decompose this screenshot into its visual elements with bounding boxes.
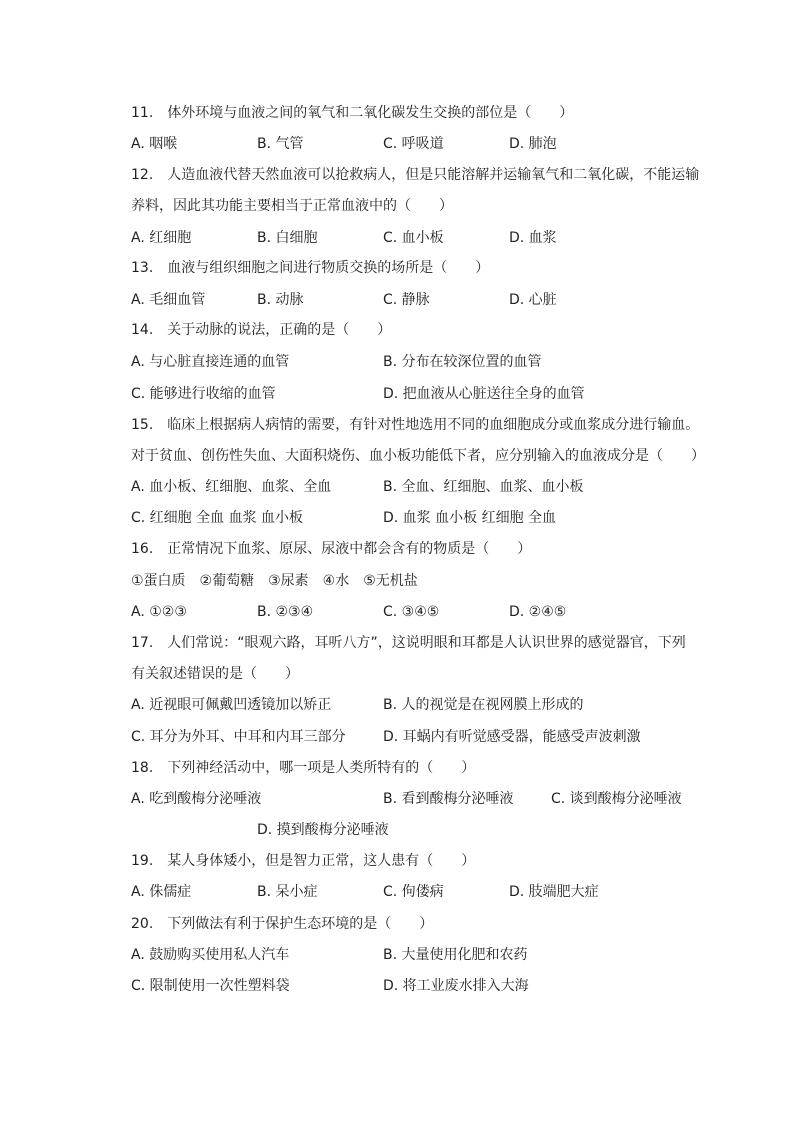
question-19-option-a[interactable]: A. 侏儒症 [131,884,192,900]
question-text: 血液与组织细胞之间进行物质交换的场所是（ ） [167,260,490,276]
question-text: 临床上根据病人病情的需要，有针对性地选用不同的血细胞成分或血浆成分进行输血。 [167,417,700,433]
question-number: 19. [131,853,154,869]
question-12-option-d[interactable]: D. 血浆 [509,230,557,246]
question-13-option-d[interactable]: D. 心脏 [509,292,557,308]
question-15-option-a[interactable]: A. 血小板、红细胞、血浆、全血 [131,479,332,495]
question-number: 17. [131,635,154,651]
question-text: 正常情况下血浆、原尿、尿液中都会含有的物质是（ ） [167,541,532,557]
question-15-stem [131,415,699,435]
question-16-option-b[interactable]: B. ②③④ [257,604,314,620]
question-16-option-c[interactable]: C. ③④⑤ [383,604,440,620]
question-11-option-b[interactable]: B. 气管 [257,136,304,152]
question-15-option-c[interactable]: C. 红细胞 全血 血浆 血小板 [131,510,304,526]
question-number: 20. [131,916,154,932]
question-12-stem [131,165,699,185]
question-16-substances: ①蛋白质 ②葡萄糖 ③尿素 ④水 ⑤无机盐 [131,573,418,589]
question-number: 16. [131,541,154,557]
question-18-option-d[interactable]: D. 摸到酸梅分泌唾液 [257,822,389,838]
question-16-stem [131,539,531,559]
question-15-option-d[interactable]: D. 血浆 血小板 红细胞 全血 [383,510,557,526]
question-19-option-b[interactable]: B. 呆小症 [257,884,318,900]
question-13-option-c[interactable]: C. 静脉 [383,292,430,308]
question-20-option-d[interactable]: D. 将工业废水排入大海 [383,978,529,994]
question-number: 11. [131,105,154,121]
question-17-stem-line-2: 有关叙述错误的是（ ） [131,666,299,682]
question-20-option-b[interactable]: B. 大量使用化肥和农药 [383,947,528,963]
question-text: 下列做法有利于保护生态环境的是（ ） [167,916,434,932]
question-text: 人们常说：“眼观六路，耳听八方”，这说明眼和耳都是人认识世界的感觉器官，下列 [167,635,686,651]
question-text: 关于动脉的说法，正确的是（ ） [167,322,392,338]
question-17-option-c[interactable]: C. 耳分为外耳、中耳和内耳三部分 [131,729,346,745]
question-14-option-b[interactable]: B. 分布在较深位置的血管 [383,354,542,370]
question-11-stem [131,103,573,123]
question-11-option-a[interactable]: A. 咽喉 [131,136,178,152]
question-text: 某人身体矮小，但是智力正常，这人患有（ ） [167,853,476,869]
question-text: 体外环境与血液之间的氧气和二氧化碳发生交换的部位是（ ） [167,105,574,121]
question-18-option-c[interactable]: C. 谈到酸梅分泌唾液 [551,791,682,807]
question-12-option-b[interactable]: B. 白细胞 [257,230,318,246]
question-11-option-c[interactable]: C. 呼吸道 [383,136,444,152]
question-number: 18. [131,760,154,776]
question-number: 14. [131,322,154,338]
question-19-option-d[interactable]: D. 肢端肥大症 [509,884,599,900]
question-15-stem-line-2: 对于贫血、创伤性失血、大面积烧伤、血小板功能低下者，应分别输入的血液成分是（ ） [131,448,705,464]
question-20-option-c[interactable]: C. 限制使用一次性塑料袋 [131,978,290,994]
question-17-option-d[interactable]: D. 耳蜗内有听觉感受器，能感受声波刺激 [383,729,641,745]
question-11-option-d[interactable]: D. 肺泡 [509,136,557,152]
question-13-option-b[interactable]: B. 动脉 [257,292,304,308]
question-18-stem [131,758,475,778]
question-number: 15. [131,417,154,433]
question-text: 下列神经活动中，哪一项是人类所特有的（ ） [167,760,476,776]
question-15-option-b[interactable]: B. 全血、红细胞、血浆、血小板 [383,479,584,495]
question-16-option-d[interactable]: D. ②④⑤ [509,604,567,620]
question-13-option-a[interactable]: A. 毛细血管 [131,292,206,308]
question-17-option-b[interactable]: B. 人的视觉是在视网膜上形成的 [383,697,584,713]
question-12-option-c[interactable]: C. 血小板 [383,230,444,246]
question-number: 12. [131,167,154,183]
question-19-stem [131,851,475,871]
question-number: 13. [131,260,154,276]
question-text: 人造血液代替天然血液可以抢救病人，但是只能溶解并运输氧气和二氧化碳，不能运输 [167,167,700,183]
question-12-option-a[interactable]: A. 红细胞 [131,230,192,246]
question-14-option-d[interactable]: D. 把血液从心脏送往全身的血管 [383,386,585,402]
question-18-option-b[interactable]: B. 看到酸梅分泌唾液 [383,791,514,807]
question-20-stem [131,914,433,934]
question-20-option-a[interactable]: A. 鼓励购买使用私人汽车 [131,947,290,963]
question-12-stem-line-2: 养料，因此其功能主要相当于正常血液中的（ ） [131,198,453,214]
question-13-stem [131,258,489,278]
question-17-option-a[interactable]: A. 近视眼可佩戴凹透镜加以矫正 [131,697,332,713]
question-14-stem [131,320,391,340]
question-14-option-a[interactable]: A. 与心脏直接连通的血管 [131,354,290,370]
question-19-option-c[interactable]: C. 佝偻病 [383,884,444,900]
question-17-stem [131,633,686,653]
question-16-option-a[interactable]: A. ①②③ [131,604,187,620]
question-18-option-a[interactable]: A. 吃到酸梅分泌唾液 [131,791,262,807]
question-14-option-c[interactable]: C. 能够进行收缩的血管 [131,386,276,402]
